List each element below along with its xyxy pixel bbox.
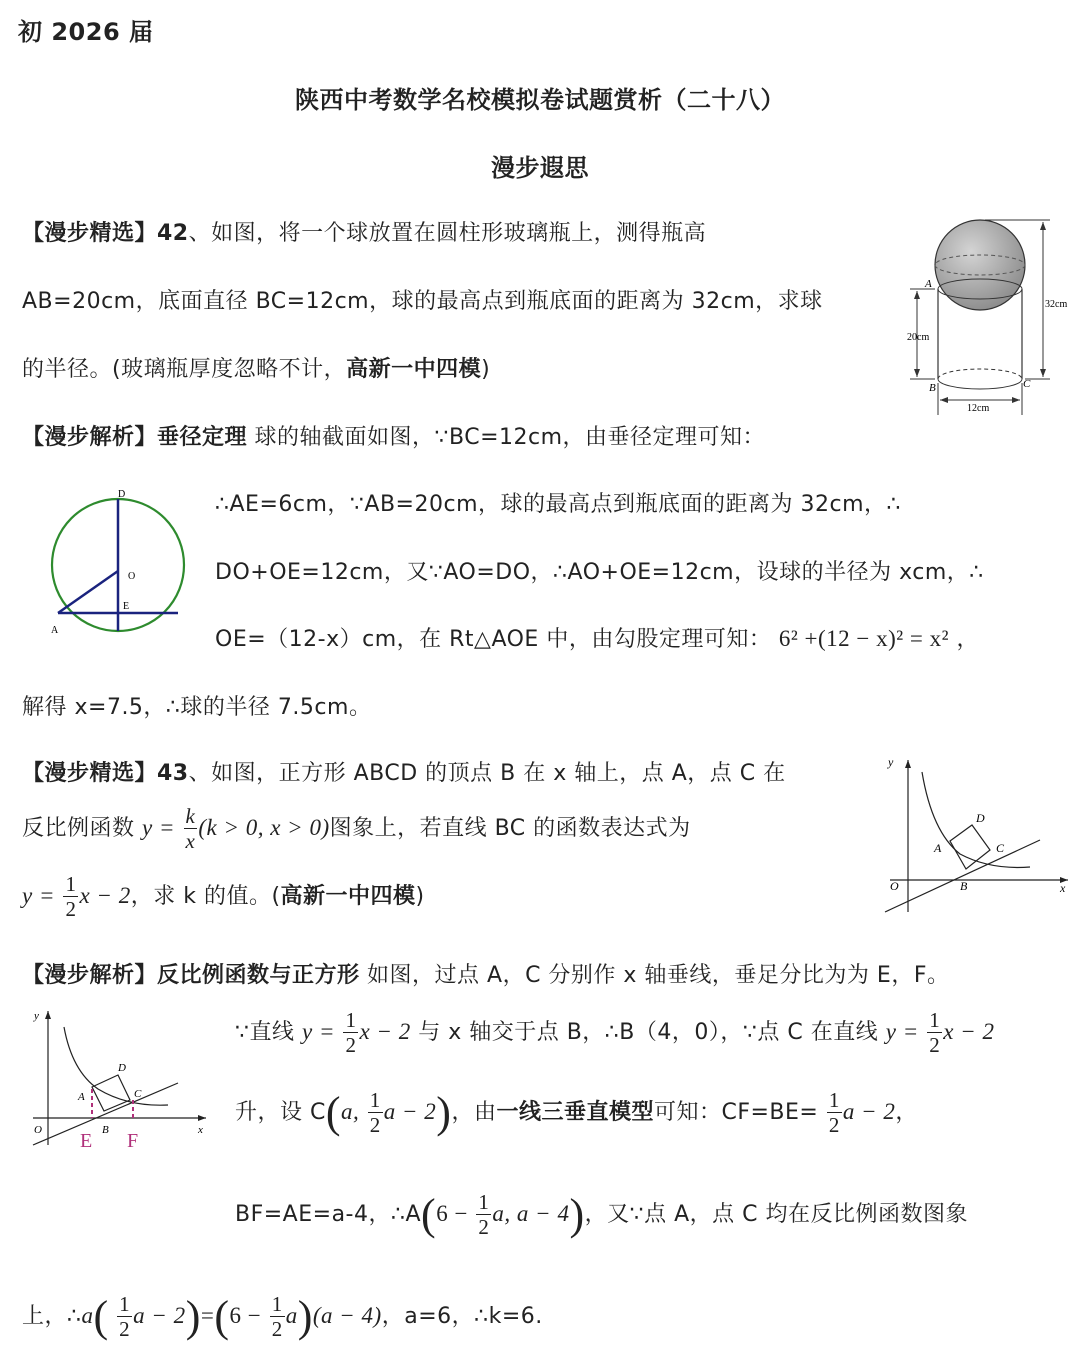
q43-sol-intro-text: 如图，过点 A，C 分别作 x 轴垂线，垂足分比为为 E，F。 xyxy=(367,963,950,988)
q43-sol4-avar: a xyxy=(81,1303,94,1328)
fig43-label-O: O xyxy=(890,879,899,893)
sol1-half-1 xyxy=(343,1010,358,1056)
q43-tag: 【漫步精选】43 xyxy=(22,761,189,786)
page-subtitle: 漫步遐思 xyxy=(491,154,589,182)
q42-sol-topic: 垂径定理 xyxy=(157,425,248,450)
radius-AO xyxy=(58,571,118,613)
q43-sol-line1 xyxy=(235,1010,994,1056)
square-hyperbola-figure xyxy=(880,752,1075,922)
frac-k: k xyxy=(185,804,196,828)
q42-line3-a: 的半径。(玻璃瓶厚度忽略不计， xyxy=(22,357,347,382)
sol-fig-label-O: O xyxy=(34,1124,42,1136)
q43-sol4-am4: (a − 4) xyxy=(312,1303,382,1328)
q43-line3-c: ) xyxy=(415,884,425,909)
sol1-half-2 xyxy=(927,1010,942,1056)
half-num: 1 xyxy=(271,1292,283,1316)
q43-line3 xyxy=(22,874,425,920)
q43-sol1-y: y = xyxy=(302,1019,335,1044)
q43-sol1-a: ∵直线 xyxy=(235,1020,295,1045)
sol4-half-2 xyxy=(270,1294,285,1340)
half-den: 2 xyxy=(119,1317,131,1341)
sol-fig-label-F: F xyxy=(127,1130,139,1152)
sol-fig-label-x: x xyxy=(198,1124,203,1136)
solution-figure xyxy=(28,1005,213,1155)
q43-line-x: x − 2 xyxy=(79,883,131,908)
sol3-half xyxy=(476,1192,491,1238)
fig42-label-B: B xyxy=(929,382,936,394)
q43-sol2-am2b: a − 2 xyxy=(842,1099,896,1124)
q42-pythagoras-equation: 6² +(12 − x)² = x² xyxy=(778,626,949,651)
fig43-label-y: y xyxy=(888,755,894,769)
q42-tag: 【漫步精选】42 xyxy=(22,221,189,246)
half-den: 2 xyxy=(929,1033,941,1057)
q42-source: 高新一中四模 xyxy=(346,357,482,382)
q42-line3 xyxy=(22,352,490,383)
q43-half xyxy=(63,874,78,920)
q43-line-y: y = xyxy=(22,883,55,908)
bottle-bottom-front xyxy=(938,379,1022,389)
sol-fig-label-B: B xyxy=(102,1124,109,1136)
sol-fig-label-D: D xyxy=(118,1062,126,1074)
q43-sol2-d: 可知：CF=BE= xyxy=(653,1100,819,1125)
q42-sol-line2: DO+OE=12cm，又∵AO=DO，∴AO+OE=12cm，设球的半径为 xcm，∴ xyxy=(215,560,984,585)
q43-sol1-x2: x − 2 xyxy=(943,1019,995,1044)
q43-sol1-x: x − 2 xyxy=(359,1019,411,1044)
half-num: 1 xyxy=(828,1088,840,1112)
q43-func-y: y = xyxy=(142,815,175,840)
square-ABCD xyxy=(950,825,990,869)
q43-sol-topic: 反比例函数与正方形 xyxy=(157,963,360,988)
q42-line3-c: ) xyxy=(481,357,491,382)
q43-sol2-e: ， xyxy=(895,1100,918,1125)
q42-sol3-text: OE=（12-x）cm，在 Rt△AOE 中，由勾股定理可知： xyxy=(215,627,772,652)
q42-solution-intro xyxy=(22,420,765,451)
fig42-label-C: C xyxy=(1023,378,1031,390)
q43-sol3-in: 6 − xyxy=(436,1201,468,1226)
fig43-label-C: C xyxy=(996,841,1005,855)
q43-sol-tag: 【漫步解析】 xyxy=(22,963,158,988)
frac-x: x xyxy=(185,829,196,853)
half-num: 1 xyxy=(478,1190,490,1214)
sol4-half-1 xyxy=(117,1294,132,1340)
q43-sol4-eq: = xyxy=(200,1303,215,1328)
ball-bottle-figure xyxy=(905,215,1070,420)
q43-line1-text: 、如图，正方形 ABCD 的顶点 B 在 x 轴上，点 A，点 C 在 xyxy=(188,761,786,786)
half-num: 1 xyxy=(345,1008,357,1032)
half-den: 2 xyxy=(65,897,77,921)
q43-sol2-a: 升，设 C xyxy=(235,1100,326,1125)
q43-sol2-acomma: a, xyxy=(341,1099,360,1124)
fig43-label-x: x xyxy=(1060,881,1066,895)
q42-line2: AB=20cm，底面直径 BC=12cm，球的最高点到瓶底面的距离为 32cm，求球 xyxy=(22,289,823,314)
q43-sol2-model: 一线三垂直模型 xyxy=(496,1100,654,1125)
q43-line2-b: 图象上，若直线 BC 的函数表达式为 xyxy=(329,816,691,841)
q42-line1 xyxy=(22,216,706,247)
fig43-label-B: B xyxy=(960,879,968,893)
half-den: 2 xyxy=(345,1033,357,1057)
q42-sol-tag: 【漫步解析】 xyxy=(22,425,158,450)
ball-shape xyxy=(935,220,1025,310)
q43-k-over-x xyxy=(184,806,198,852)
q42-sol-line1: ∴AE=6cm，∵AB=20cm，球的最高点到瓶底面的距离为 32cm，∴ xyxy=(215,492,902,517)
q43-sol4-aa: a xyxy=(285,1303,298,1328)
sol-fig-label-y: y xyxy=(34,1010,39,1022)
q43-sol3-a: BF=AE=a-4，∴A xyxy=(235,1202,422,1227)
q42-sol-line4: 解得 x=7.5，∴球的半径 7.5cm。 xyxy=(22,695,372,720)
circle-label-A: A xyxy=(51,625,59,636)
q43-sol-line3: BF=AE=a-4，∴A(6 − $\frac{1}{2}$ a, a − 4)，又∵点 A，点 C 均在反比例函数图象 xyxy=(235,1190,968,1239)
q43-func-condition: (k > 0, x > 0) xyxy=(198,815,330,840)
fig42-20cm: 20cm xyxy=(907,332,930,343)
q43-sol4-a: 上，∴ xyxy=(22,1304,82,1329)
half-den: 2 xyxy=(828,1113,840,1137)
circle-label-O: O xyxy=(128,571,136,582)
q43-sol3-in2: a, a − 4 xyxy=(492,1201,570,1226)
fig42-32cm: 32cm xyxy=(1045,299,1068,310)
grade-label: 初 2026 届 xyxy=(18,18,154,46)
q42-sol-line3 xyxy=(215,622,979,653)
q42-sol-intro-text: 球的轴截面如图，∵BC=12cm，由垂径定理可知： xyxy=(254,425,766,450)
q42-line1-text: 、如图，将一个球放置在圆柱形玻璃瓶上，测得瓶高 xyxy=(188,221,707,246)
half-den: 2 xyxy=(271,1317,283,1341)
sol-fig-label-A: A xyxy=(78,1091,85,1103)
q43-line3-a: ，求 k 的值。( xyxy=(130,884,281,909)
q43-sol3-b: ，又∵点 A，点 C 均在反比例函数图象 xyxy=(584,1202,968,1227)
half-num: 1 xyxy=(369,1088,381,1112)
fig43-label-A: A xyxy=(934,841,942,855)
circle-label-E: E xyxy=(123,601,130,612)
sol2-half-2 xyxy=(827,1090,842,1136)
q43-sol1-y2: y = xyxy=(885,1019,919,1044)
q43-sol4-am2: a − 2 xyxy=(133,1303,186,1328)
circle-figure xyxy=(45,485,195,640)
page-title: 陕西中考数学名校模拟卷试题赏析（二十八） xyxy=(295,86,785,114)
fig42-label-A: A xyxy=(925,278,932,290)
q43-sol1-b: 与 x 轴交于点 B，∴B（4，0），∵点 C 在直线 xyxy=(418,1020,879,1045)
q43-line2 xyxy=(22,806,691,852)
q42-sol3-tail: ， xyxy=(956,627,980,652)
bottle-bottom-back xyxy=(938,369,1022,379)
fig43-label-D: D xyxy=(976,811,985,825)
half-num: 1 xyxy=(929,1008,941,1032)
q43-sol2-b: ，由 xyxy=(451,1100,497,1125)
q43-solution-intro xyxy=(22,958,949,989)
fig42-12cm: 12cm xyxy=(967,403,990,414)
sol-fig-label-E: E xyxy=(80,1130,93,1152)
half-num: 1 xyxy=(65,872,77,896)
circle-label-D: D xyxy=(118,489,126,500)
q43-line2-a: 反比例函数 xyxy=(22,816,135,841)
half-den: 2 xyxy=(478,1215,490,1239)
q43-sol2-am2: a − 2 xyxy=(383,1099,437,1124)
q43-source: 高新一中四模 xyxy=(280,884,416,909)
q43-sol-line4: 上，∴a( $\frac{1}{2}$ a − 2)=(6 − $\frac{1}{2}$ a)(a − 4)，a=6，∴k=6. xyxy=(22,1292,543,1341)
half-num: 1 xyxy=(119,1292,131,1316)
half-den: 2 xyxy=(369,1113,381,1137)
sol2-half-1 xyxy=(368,1090,383,1136)
q43-sol-line2: 升，设 C(a, $\frac{1}{2}$ a − 2)，由一线三垂直模型可知：CF=BE= $\frac{1}{2}$ a − 2， xyxy=(235,1088,918,1137)
q43-sol4-6: 6 − xyxy=(229,1303,262,1328)
sol-fig-label-C: C xyxy=(134,1088,142,1100)
q43-sol4-b: ，a=6，∴k=6. xyxy=(381,1304,543,1329)
q43-line1 xyxy=(22,756,786,787)
